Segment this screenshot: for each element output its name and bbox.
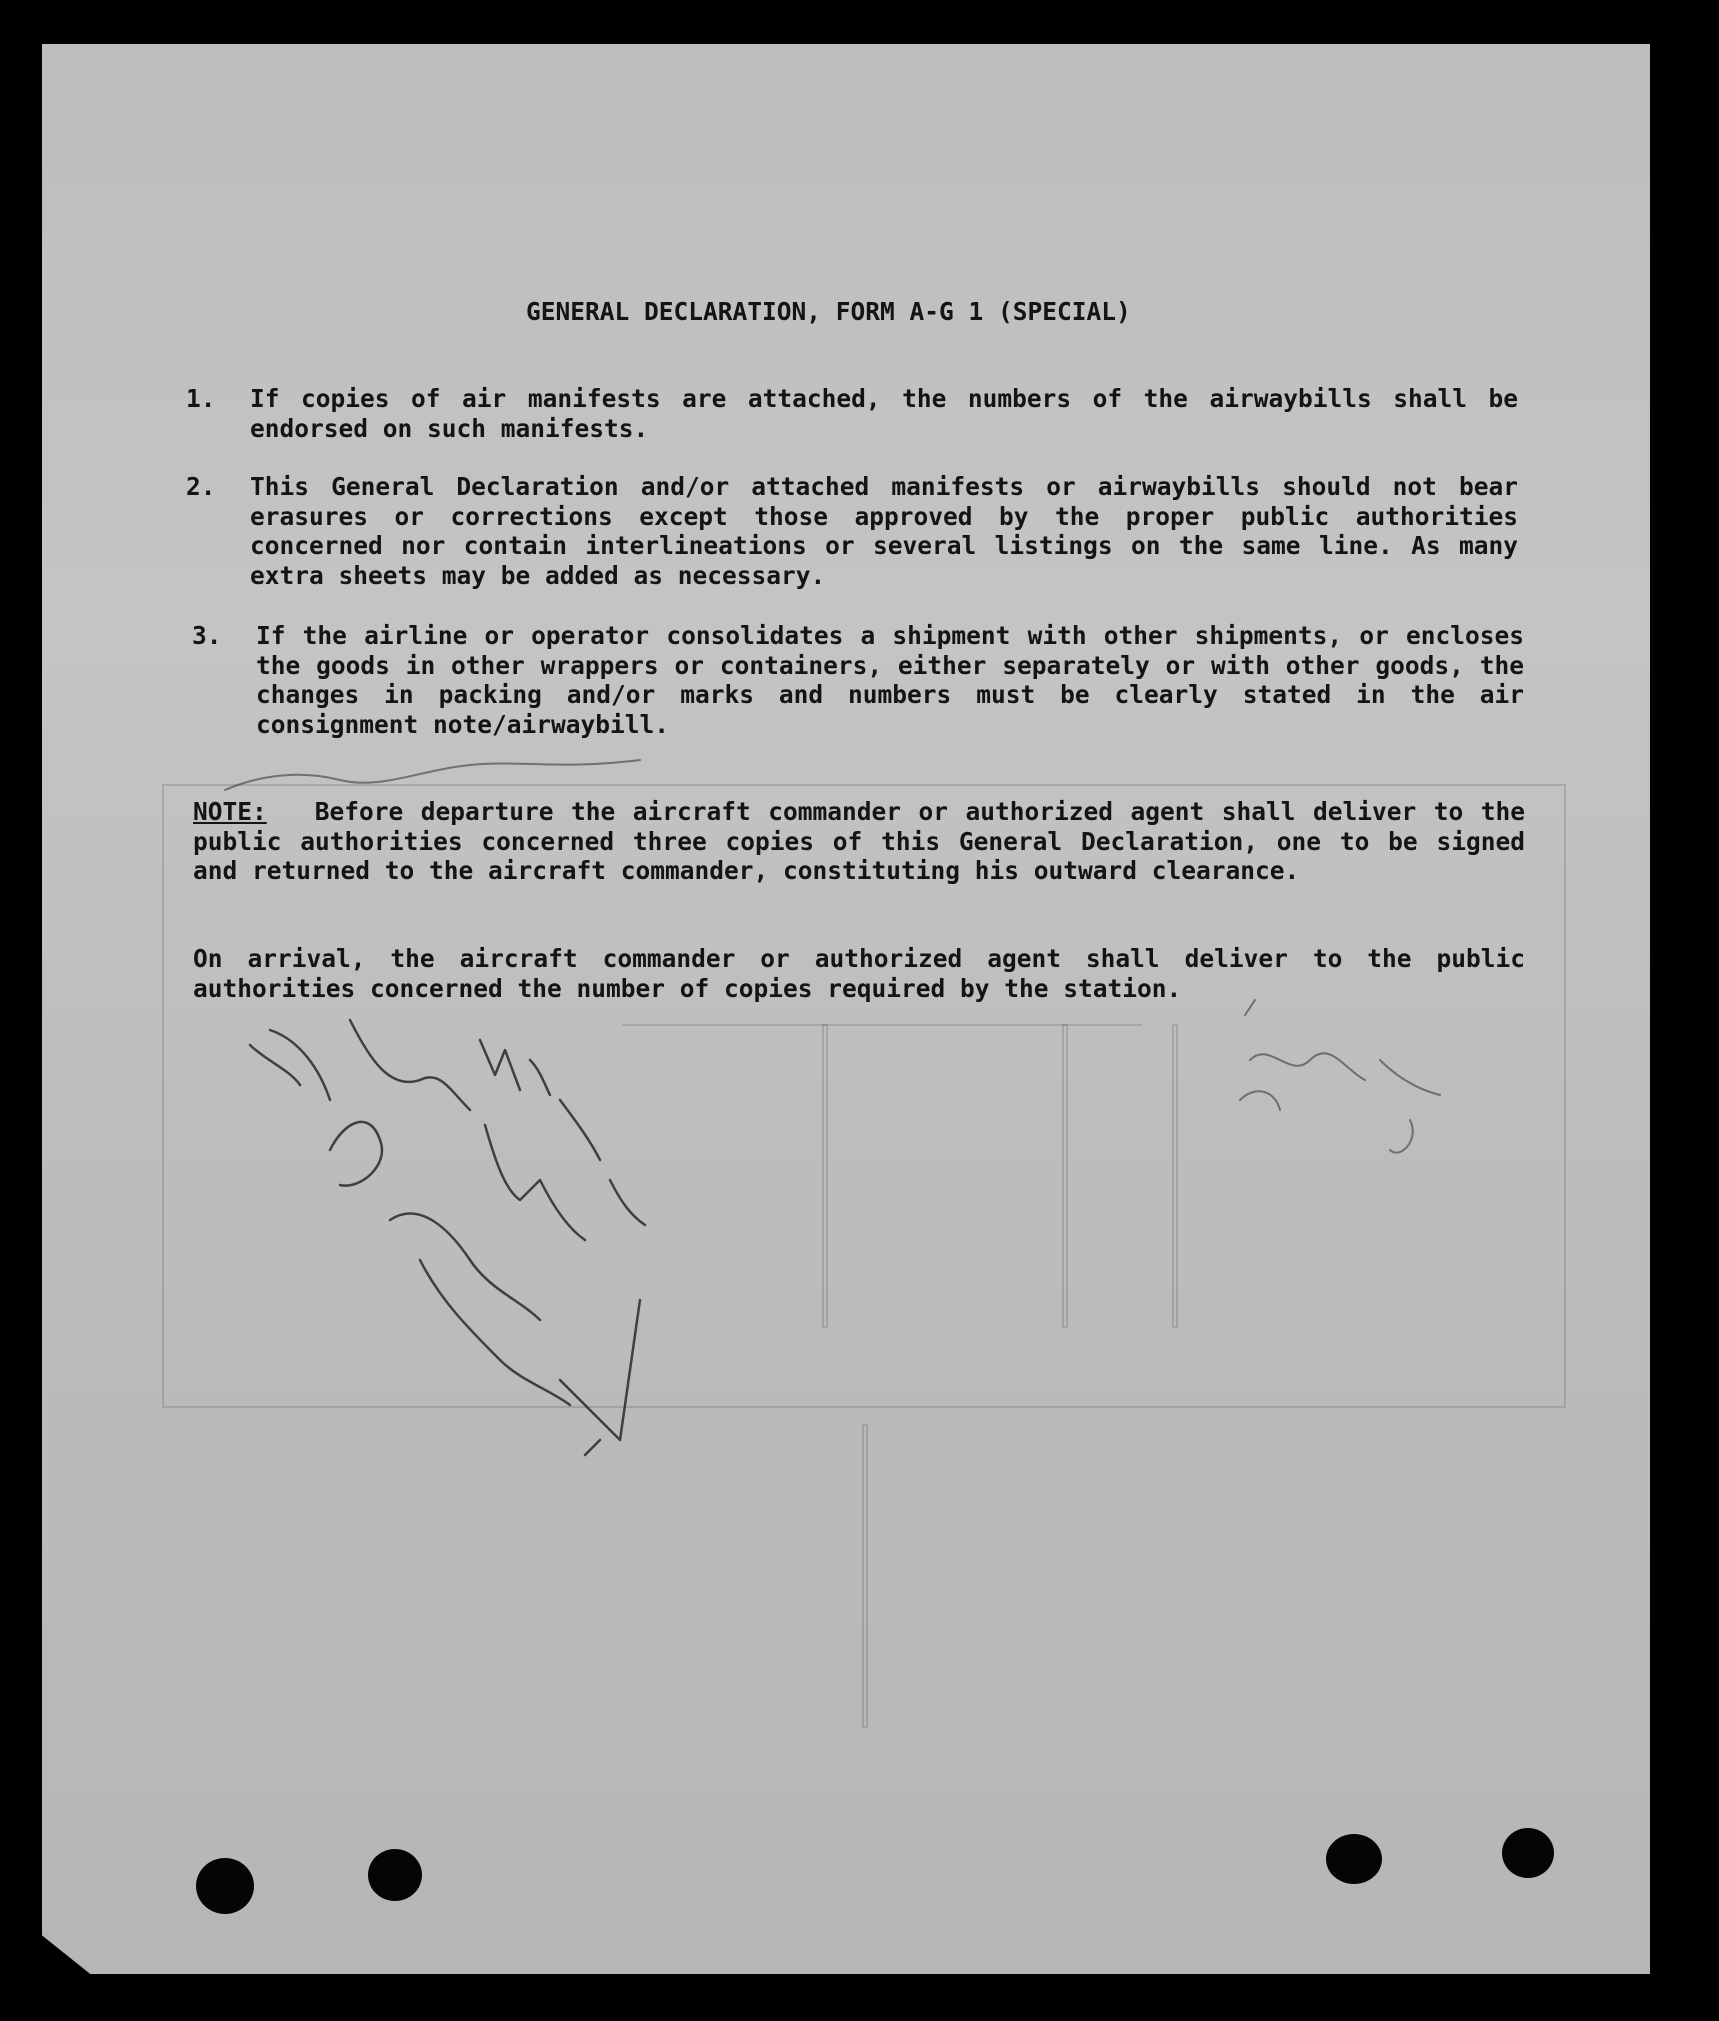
- list-item-number: 3.: [192, 621, 222, 650]
- list-item-number: 2.: [186, 472, 216, 501]
- list-item-number: 1.: [186, 384, 216, 413]
- page-title: GENERAL DECLARATION, FORM A-G 1 (SPECIAL): [526, 297, 1131, 326]
- arrival-paragraph: On arrival, the aircraft commander or authorized agent shall deliver to the public authorities concerned the number of copies required by the station.: [193, 944, 1525, 1003]
- list-item-text: If copies of air manifests are attached, the numbers of the airwaybills shall be endorsed on such manifests.: [250, 384, 1518, 443]
- punch-hole: [1502, 1828, 1554, 1878]
- punch-hole: [368, 1849, 422, 1901]
- list-item-text: If the airline or operator consolidates a shipment with other shipments, or encloses the goods in other wrappers or containers, either separately or with other goods, the changes in packing and/or marks and numbers must be clearly stated in the air consignment note/airwaybill.: [256, 621, 1524, 739]
- note-text: Before departure the aircraft commander or authorized agent shall deliver to the public authorities concerned three copies of this General Declaration, one to be signed and returned to the aircraft commander, constituting his outward clearance.: [193, 797, 1525, 885]
- note-label: NOTE:: [193, 797, 267, 826]
- punch-hole: [1326, 1834, 1382, 1884]
- list-item-text: This General Declaration and/or attached manifests or airwaybills should not bear erasures or corrections except those approved by the proper public authorities concerned nor contain interlineations or several listings on the same line. As many extra sheets may be added as necessary.: [250, 472, 1518, 590]
- punch-hole: [196, 1858, 254, 1914]
